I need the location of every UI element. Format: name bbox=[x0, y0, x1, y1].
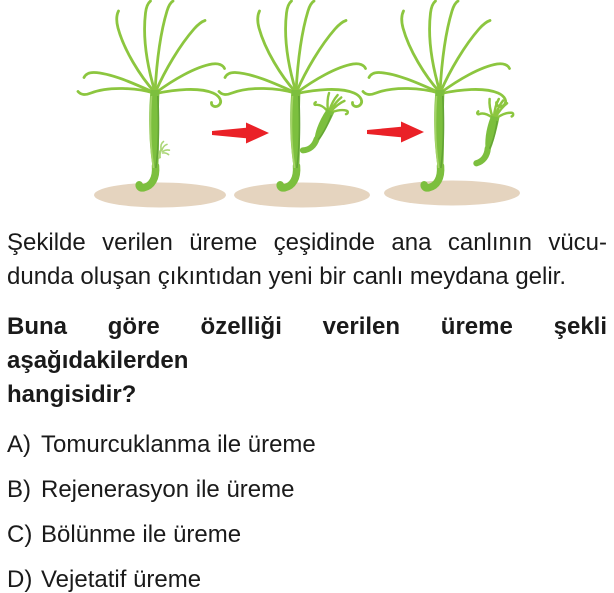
option-text: Vejetatif üreme bbox=[41, 566, 202, 593]
arrow-right-icon bbox=[212, 123, 269, 144]
option-text: Tomurcuklanma ile üreme bbox=[41, 431, 316, 458]
option-d[interactable] bbox=[7, 567, 607, 593]
offspring-detached bbox=[467, 95, 516, 168]
hydra-stage-2-parent-with-growing-bud bbox=[219, 1, 366, 188]
question-line: hangisidir? bbox=[7, 381, 137, 408]
question-prompt bbox=[7, 310, 607, 412]
ground-shadow-2 bbox=[234, 183, 370, 208]
paragraph-line: Şekilde verilen üreme çeşidinde ana canlının vücu- bbox=[7, 229, 607, 256]
ground-shadow-1 bbox=[94, 183, 226, 208]
answer-options bbox=[7, 432, 607, 593]
hydra-stage-1-parent-with-small-bud bbox=[78, 1, 225, 188]
option-letter: A) bbox=[7, 431, 31, 458]
bud-small bbox=[158, 142, 169, 160]
bud-growing bbox=[294, 88, 352, 161]
option-letter: C) bbox=[7, 521, 33, 548]
option-letter: D) bbox=[7, 566, 33, 593]
hydra-budding-illustration bbox=[7, 0, 607, 220]
option-text: Bölünme ile üreme bbox=[41, 521, 242, 548]
hydra-stage-3-parent-with-detached-offspring bbox=[363, 1, 516, 188]
option-c[interactable] bbox=[7, 522, 607, 548]
paragraph-line: dunda oluşan çıkıntıdan yeni bir canlı meydana gelir. bbox=[7, 263, 567, 290]
question-stem-paragraph bbox=[7, 226, 607, 294]
arrow-right-icon bbox=[367, 122, 424, 143]
option-a[interactable] bbox=[7, 432, 607, 458]
option-text: Rejenerasyon ile üreme bbox=[41, 476, 295, 503]
option-b[interactable] bbox=[7, 477, 607, 503]
question-line: Buna göre özelliği verilen üreme şekli aşağıdakilerden bbox=[7, 313, 607, 374]
option-letter: B) bbox=[7, 476, 31, 503]
hydra-budding-figure bbox=[7, 0, 607, 220]
ground-shadow-3 bbox=[384, 181, 520, 206]
